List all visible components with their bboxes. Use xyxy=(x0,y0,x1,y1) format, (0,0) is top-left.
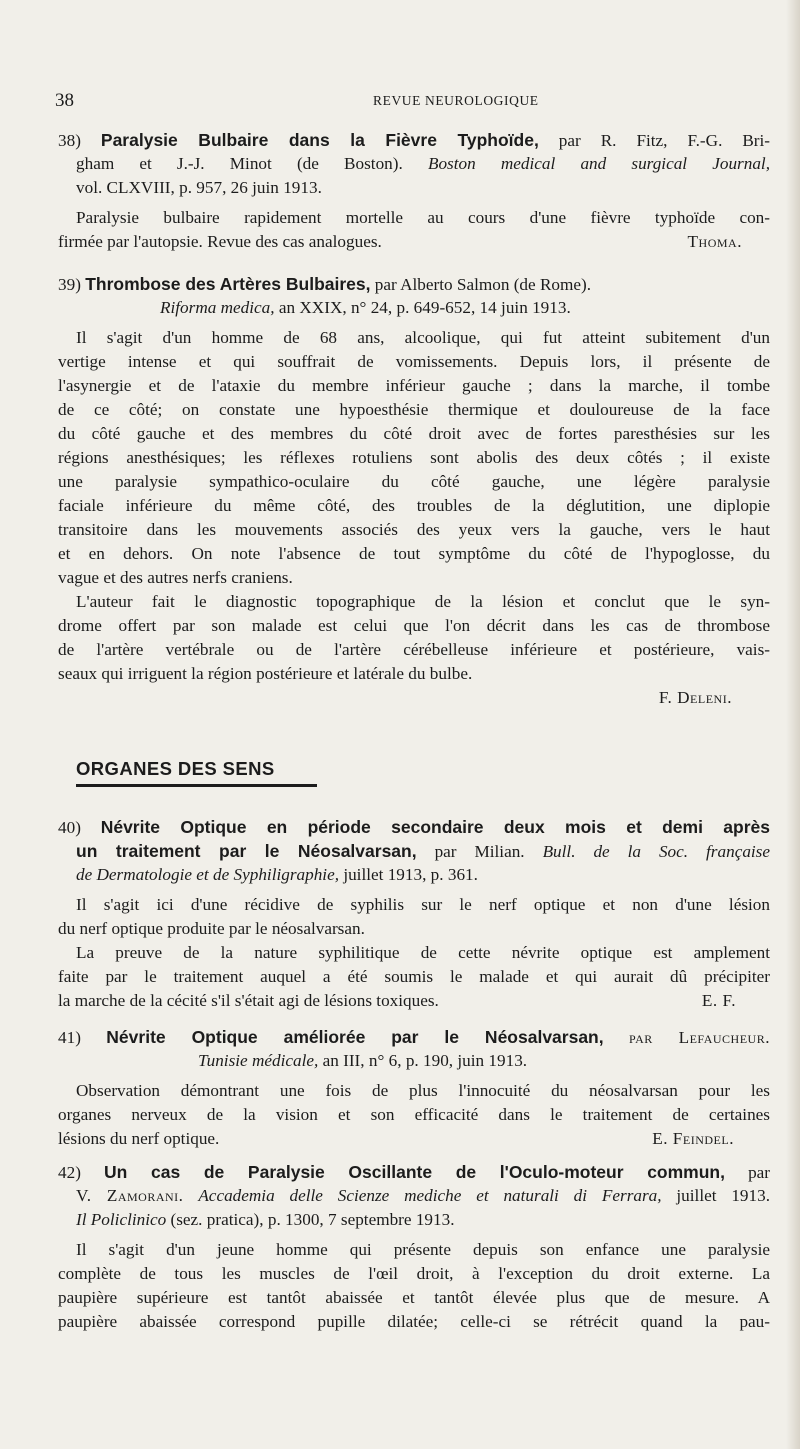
article-39-body-line: l'asynergie et de l'ataxie du membre inférieur gauche ; dans la marche, il tombe xyxy=(58,376,770,395)
article-39-body-line: seaux qui irriguent la région postérieure et latérale du bulbe. xyxy=(58,664,473,683)
article-39-body-line: vague et des autres nerfs craniens. xyxy=(58,568,293,587)
article-40-body-line: Il s'agit ici d'une récidive de syphilis sur le nerf optique et non d'une lésion xyxy=(76,895,770,914)
article-39-heading-line-1: 39) Thrombose des Artères Bulbaires, par Alberto Salmon (de Rome). xyxy=(58,274,592,294)
article-39-body-line: transitoire dans les mouvements associés des yeux vers la gauche, vers le haut xyxy=(58,520,770,539)
article-39-body-line: Il s'agit d'un homme de 68 ans, alcoolique, qui fut atteint subitement d'un xyxy=(76,328,770,347)
article-38-signature: Thoma. xyxy=(687,232,742,251)
article-39-body-line: de l'artère vertébrale ou de l'artère cérébelleuse inférieure et postérieure, vais- xyxy=(58,640,770,659)
article-39-title: Thrombose des Artères Bulbaires, xyxy=(85,274,371,294)
article-38 xyxy=(58,128,770,254)
article-41-heading-line-2: Tunisie médicale, an III, n° 6, p. 190, juin 1913. xyxy=(198,1051,528,1070)
article-40-body-line: faite par le traitement auquel a été soumis le malade et qui aurait dû précipiter xyxy=(58,967,770,986)
article-39 xyxy=(58,272,770,710)
article-39-body-line: drome offert par son malade est celui que l'on décrit dans les cas de thrombose xyxy=(58,616,770,635)
article-42-heading-line-3: Il Policlinico (sez. pratica), p. 1300, 7 septembre 1913. xyxy=(76,1210,455,1229)
running-title: REVUE NEUROLOGIQUE xyxy=(373,93,539,108)
article-39-body-line: de ce côté; on constate une hypoesthésie thermique et douloureuse de la face xyxy=(58,400,770,419)
article-39-body-line: faciale inférieure du même côté, des troubles de la déglutition, une diplopie xyxy=(58,496,770,515)
article-40-body-line: La preuve de la nature syphilitique de cette névrite optique est amplement xyxy=(76,943,770,962)
article-40-heading-line-1: 40) Névrite Optique en période secondaire deux mois et demi après xyxy=(58,817,771,837)
article-41-body-line: Observation démontrant une fois de plus l'innocuité du néosalvarsan pour les xyxy=(76,1081,770,1100)
article-41-title: Névrite Optique améliorée par le Néosalvarsan, xyxy=(106,1027,604,1047)
article-38-title: Paralysie Bulbaire dans la Fièvre Typhoïde, xyxy=(100,130,539,150)
article-39-body-line: L'auteur fait le diagnostic topographique de la lésion et conclut que le syn- xyxy=(76,592,770,611)
article-40-body-line-last: la marche de la cécité s'il s'était agi de lésions toxiques. E. F. xyxy=(58,989,770,1013)
article-41-signature: E. Feindel. xyxy=(652,1129,734,1148)
page-edge-shadow xyxy=(786,0,800,1449)
page-number: 38 xyxy=(55,90,74,111)
section-title-underline xyxy=(76,784,317,787)
article-40-signature: E. F. xyxy=(701,991,736,1010)
article-41-heading-line-1: 41) Névrite Optique améliorée par le Néosalvarsan, par Lefaucheur. xyxy=(58,1027,771,1047)
article-39-body-line: et en dehors. On note l'absence de tout symptôme du côté de l'hypoglosse, du xyxy=(58,544,770,563)
article-39-body-line: du côté gauche et des membres du côté droit avec de fortes paresthésies sur les xyxy=(58,424,770,443)
article-38-heading-line-1: 38) Paralysie Bulbaire dans la Fièvre Typhoïde, par R. Fitz, F.-G. Bri- xyxy=(58,130,771,150)
article-41-body-line: organes nerveux de la vision et son efficacité dans le traitement de certaines xyxy=(58,1105,770,1124)
article-40 xyxy=(58,815,770,1013)
article-42-title: Un cas de Paralysie Oscillante de l'Oculo-moteur commun, xyxy=(104,1162,725,1182)
article-39-signature: F. Deleni. xyxy=(658,688,732,707)
article-42-body-line: Il s'agit d'un jeune homme qui présente depuis son enfance une paralysie xyxy=(76,1240,770,1259)
article-41 xyxy=(58,1025,770,1151)
article-38-heading-line-3: vol. CLXVIII, p. 957, 26 juin 1913. xyxy=(76,178,322,197)
section-title: ORGANES DES SENS xyxy=(76,758,275,779)
article-40-title: Névrite Optique en période secondaire deux mois et demi après xyxy=(100,817,771,837)
article-40-heading-line-2: un traitement par le Néosalvarsan, par Milian. Bull. de la Soc. française xyxy=(76,841,771,861)
article-38-body-line-last: firmée par l'autopsie. Revue des cas analogues. Thoma. xyxy=(58,230,770,254)
article-39-body-line: une paralysie sympathico-oculaire du côté gauche, une légère paralysie xyxy=(58,472,770,491)
article-42-heading-line-2: V. Zamorani. Accademia delle Scienze mediche et naturali di Ferrara, juillet 1913. xyxy=(76,1186,771,1205)
article-38-heading-line-2: gham et J.-J. Minot (de Boston). Boston medical and surgical Journal, xyxy=(76,154,771,173)
article-39-body-line: régions anesthésiques; les réflexes rotuliens sont abolis des deux côtés ; il existe xyxy=(58,448,770,467)
article-42-body-line: complète de tous les muscles de l'œil droit, à l'exception du droit externe. La xyxy=(58,1264,770,1283)
article-42-body-line: paupière abaissée correspond pupille dilatée; celle-ci se rétrécit quand la pau- xyxy=(58,1312,770,1331)
article-42 xyxy=(58,1160,770,1334)
article-38-body-line: Paralysie bulbaire rapidement mortelle au cours d'une fièvre typhoïde con- xyxy=(76,208,770,227)
article-42-body-line: paupière supérieure est tantôt abaissée et tantôt élevée plus que de mesure. A xyxy=(58,1288,770,1307)
article-39-body-line: vertige intense et qui souffrait de vomissements. Depuis lors, il présente de xyxy=(58,352,770,371)
article-39-heading-line-2: Riforma medica, an XXIX, n° 24, p. 649-652, 14 juin 1913. xyxy=(160,298,571,317)
article-40-body-line: du nerf optique produite par le néosalvarsan. xyxy=(58,919,365,938)
article-40-heading-line-3: de Dermatologie et de Syphiligraphie, juillet 1913, p. 361. xyxy=(76,865,478,884)
article-42-heading-line-1: 42) Un cas de Paralysie Oscillante de l'Oculo-moteur commun, par xyxy=(58,1162,771,1182)
page-header xyxy=(55,90,777,114)
article-41-body-line-last: lésions du nerf optique. E. Feindel. xyxy=(58,1127,770,1151)
